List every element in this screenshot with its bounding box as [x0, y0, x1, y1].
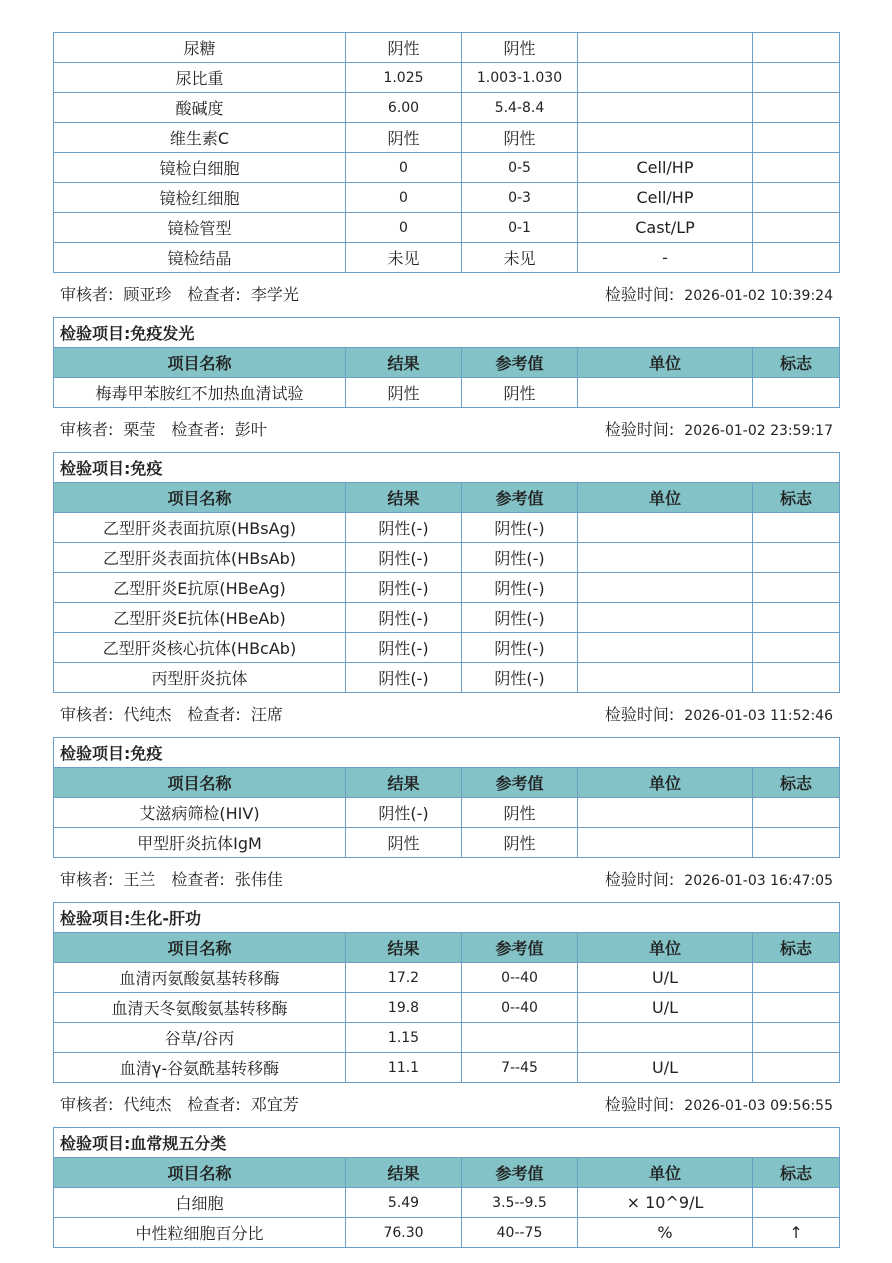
table-header-row	[54, 933, 840, 963]
lab-report	[53, 32, 839, 1248]
unit-cell: %	[578, 1218, 753, 1248]
reference-cell: 阴性	[462, 798, 578, 828]
table-row	[54, 63, 840, 93]
lab-section-table	[53, 902, 840, 1083]
column-header: 标志	[753, 348, 840, 378]
item-name-cell: 维生素C	[54, 123, 346, 153]
inspector-label: 检查者:	[187, 1095, 241, 1114]
section-title: 检验项目:免疫	[54, 738, 840, 768]
table-row	[54, 1023, 840, 1053]
reference-cell: 0--40	[462, 963, 578, 993]
result-cell: 阴性(-)	[346, 573, 462, 603]
reference-cell: 40--75	[462, 1218, 578, 1248]
table-header-row	[54, 1158, 840, 1188]
table-row	[54, 1188, 840, 1218]
unit-cell	[578, 633, 753, 663]
flag-cell	[753, 63, 840, 93]
result-cell: 0	[346, 153, 462, 183]
flag-cell	[753, 993, 840, 1023]
unit-cell: × 10^9/L	[578, 1188, 753, 1218]
result-cell: 1.15	[346, 1023, 462, 1053]
lab-section-table	[53, 317, 840, 408]
table-row	[54, 963, 840, 993]
item-name-cell: 乙型肝炎核心抗体(HBcAb)	[54, 633, 346, 663]
column-header: 参考值	[462, 933, 578, 963]
item-name-cell: 丙型肝炎抗体	[54, 663, 346, 693]
table-row	[54, 993, 840, 1023]
reference-cell: 0-5	[462, 153, 578, 183]
flag-cell	[753, 633, 840, 663]
column-header: 结果	[346, 768, 462, 798]
column-header: 标志	[753, 1158, 840, 1188]
section-title: 检验项目:血常规五分类	[54, 1128, 840, 1158]
column-header: 项目名称	[54, 1158, 346, 1188]
unit-cell	[578, 543, 753, 573]
reference-cell: 阴性(-)	[462, 513, 578, 543]
column-header: 单位	[578, 483, 753, 513]
table-row	[54, 798, 840, 828]
item-name-cell: 尿比重	[54, 63, 346, 93]
result-cell: 阴性	[346, 123, 462, 153]
table-row	[54, 603, 840, 633]
column-header: 单位	[578, 768, 753, 798]
reference-cell: 3.5--9.5	[462, 1188, 578, 1218]
table-row	[54, 213, 840, 243]
item-name-cell: 酸碱度	[54, 93, 346, 123]
column-header: 结果	[346, 483, 462, 513]
table-row	[54, 663, 840, 693]
column-header: 参考值	[462, 768, 578, 798]
reviewer-name: 代纯杰	[123, 1095, 172, 1114]
reviewer-label: 审核者:	[60, 420, 114, 439]
table-header-row	[54, 348, 840, 378]
reference-cell: 阴性(-)	[462, 633, 578, 663]
result-cell: 6.00	[346, 93, 462, 123]
result-cell: 阴性	[346, 378, 462, 408]
item-name-cell: 中性粒细胞百分比	[54, 1218, 346, 1248]
item-name-cell: 乙型肝炎表面抗体(HBsAb)	[54, 543, 346, 573]
result-cell: 17.2	[346, 963, 462, 993]
result-cell: 阴性	[346, 828, 462, 858]
flag-cell	[753, 513, 840, 543]
item-name-cell: 镜检红细胞	[54, 183, 346, 213]
section-footer	[53, 693, 839, 731]
result-cell: 0	[346, 213, 462, 243]
item-name-cell: 谷草/谷丙	[54, 1023, 346, 1053]
result-cell: 阴性(-)	[346, 663, 462, 693]
test-time-label: 检验时间:	[604, 420, 675, 439]
column-header: 结果	[346, 348, 462, 378]
unit-cell	[578, 663, 753, 693]
unit-cell	[578, 378, 753, 408]
column-header: 项目名称	[54, 348, 346, 378]
item-name-cell: 乙型肝炎E抗原(HBeAg)	[54, 573, 346, 603]
reviewer-name: 王兰	[123, 870, 156, 889]
reference-cell: 5.4-8.4	[462, 93, 578, 123]
column-header: 单位	[578, 933, 753, 963]
lab-section-table	[53, 737, 840, 858]
reference-cell	[462, 1023, 578, 1053]
column-header: 标志	[753, 483, 840, 513]
test-time: 2026-01-02 23:59:17	[684, 423, 833, 439]
test-time: 2026-01-03 16:47:05	[684, 873, 833, 889]
flag-cell	[753, 243, 840, 273]
item-name-cell: 艾滋病筛检(HIV)	[54, 798, 346, 828]
unit-cell: Cast/LP	[578, 213, 753, 243]
unit-cell	[578, 798, 753, 828]
flag-cell	[753, 1023, 840, 1053]
item-name-cell: 乙型肝炎表面抗原(HBsAg)	[54, 513, 346, 543]
column-header: 项目名称	[54, 933, 346, 963]
unit-cell	[578, 93, 753, 123]
inspector-name: 李学光	[250, 285, 299, 304]
column-header: 参考值	[462, 1158, 578, 1188]
lab-section-table	[53, 1127, 840, 1248]
reference-cell: 0--40	[462, 993, 578, 1023]
section-footer	[53, 408, 839, 446]
column-header: 标志	[753, 768, 840, 798]
test-time: 2026-01-03 09:56:55	[684, 1098, 833, 1114]
flag-cell	[753, 183, 840, 213]
inspector-name: 张伟佳	[234, 870, 283, 889]
unit-cell	[578, 603, 753, 633]
lab-section-table	[53, 452, 840, 693]
item-name-cell: 血清丙氨酸氨基转移酶	[54, 963, 346, 993]
column-header: 参考值	[462, 483, 578, 513]
column-header: 参考值	[462, 348, 578, 378]
table-row	[54, 633, 840, 663]
column-header: 标志	[753, 933, 840, 963]
inspector-label: 检查者:	[171, 420, 225, 439]
unit-cell	[578, 123, 753, 153]
result-cell: 阴性(-)	[346, 513, 462, 543]
result-cell: 0	[346, 183, 462, 213]
table-row	[54, 378, 840, 408]
reference-cell: 1.003-1.030	[462, 63, 578, 93]
unit-cell	[578, 33, 753, 63]
inspector-label: 检查者:	[187, 285, 241, 304]
flag-cell	[753, 93, 840, 123]
unit-cell: -	[578, 243, 753, 273]
reviewer-label: 审核者:	[60, 705, 114, 724]
test-time-label: 检验时间:	[604, 285, 675, 304]
table-row	[54, 153, 840, 183]
reference-cell: 阴性(-)	[462, 573, 578, 603]
reference-cell: 阴性(-)	[462, 543, 578, 573]
flag-cell	[753, 828, 840, 858]
test-time-label: 检验时间:	[604, 870, 675, 889]
flag-cell	[753, 543, 840, 573]
column-header: 单位	[578, 348, 753, 378]
result-cell: 阴性	[346, 33, 462, 63]
inspector-name: 汪席	[250, 705, 283, 724]
reference-cell: 0-1	[462, 213, 578, 243]
reference-cell: 阴性	[462, 378, 578, 408]
reviewer-label: 审核者:	[60, 285, 114, 304]
result-cell: 76.30	[346, 1218, 462, 1248]
flag-cell	[753, 1188, 840, 1218]
reviewer-label: 审核者:	[60, 870, 114, 889]
table-row	[54, 1053, 840, 1083]
item-name-cell: 白细胞	[54, 1188, 346, 1218]
unit-cell: Cell/HP	[578, 153, 753, 183]
item-name-cell: 尿糖	[54, 33, 346, 63]
section-title: 检验项目:免疫发光	[54, 318, 840, 348]
test-time-label: 检验时间:	[604, 1095, 675, 1114]
result-cell: 阴性(-)	[346, 633, 462, 663]
reference-cell: 阴性(-)	[462, 603, 578, 633]
inspector-name: 邓宜芳	[250, 1095, 299, 1114]
item-name-cell: 乙型肝炎E抗体(HBeAb)	[54, 603, 346, 633]
column-header: 结果	[346, 1158, 462, 1188]
column-header: 结果	[346, 933, 462, 963]
unit-cell: Cell/HP	[578, 183, 753, 213]
column-header: 单位	[578, 1158, 753, 1188]
flag-cell	[753, 378, 840, 408]
result-cell: 11.1	[346, 1053, 462, 1083]
flag-cell	[753, 213, 840, 243]
unit-cell	[578, 63, 753, 93]
reviewer-label: 审核者:	[60, 1095, 114, 1114]
section-footer	[53, 1083, 839, 1121]
table-row	[54, 93, 840, 123]
result-cell: 阴性(-)	[346, 603, 462, 633]
inspector-name: 彭叶	[234, 420, 267, 439]
unit-cell	[578, 828, 753, 858]
item-name-cell: 血清γ-谷氨酰基转移酶	[54, 1053, 346, 1083]
flag-cell	[753, 603, 840, 633]
flag-cell	[753, 798, 840, 828]
unit-cell	[578, 573, 753, 603]
flag-cell: ↑	[753, 1218, 840, 1248]
inspector-label: 检查者:	[187, 705, 241, 724]
table-row	[54, 183, 840, 213]
flag-cell	[753, 963, 840, 993]
table-row	[54, 543, 840, 573]
flag-cell	[753, 1053, 840, 1083]
table-row	[54, 243, 840, 273]
flag-cell	[753, 663, 840, 693]
section-footer	[53, 858, 839, 896]
reviewer-name: 顾亚珍	[123, 285, 172, 304]
reference-cell: 阴性	[462, 828, 578, 858]
reference-cell: 7--45	[462, 1053, 578, 1083]
result-cell: 阴性(-)	[346, 543, 462, 573]
unit-cell	[578, 513, 753, 543]
reference-cell: 0-3	[462, 183, 578, 213]
test-time: 2026-01-03 11:52:46	[684, 708, 833, 724]
reference-cell: 未见	[462, 243, 578, 273]
reference-cell: 阴性(-)	[462, 663, 578, 693]
table-row	[54, 123, 840, 153]
test-time: 2026-01-02 10:39:24	[684, 288, 833, 304]
section-footer	[53, 273, 839, 311]
flag-cell	[753, 33, 840, 63]
result-cell: 19.8	[346, 993, 462, 1023]
table-header-row	[54, 483, 840, 513]
flag-cell	[753, 123, 840, 153]
reference-cell: 阴性	[462, 33, 578, 63]
item-name-cell: 血清天冬氨酸氨基转移酶	[54, 993, 346, 1023]
reviewer-name: 栗莹	[123, 420, 156, 439]
lab-section-table	[53, 32, 840, 273]
table-row	[54, 33, 840, 63]
table-row	[54, 828, 840, 858]
column-header: 项目名称	[54, 483, 346, 513]
table-row	[54, 513, 840, 543]
table-row	[54, 1218, 840, 1248]
item-name-cell: 梅毒甲苯胺红不加热血清试验	[54, 378, 346, 408]
section-title: 检验项目:免疫	[54, 453, 840, 483]
reviewer-name: 代纯杰	[123, 705, 172, 724]
unit-cell: U/L	[578, 993, 753, 1023]
flag-cell	[753, 573, 840, 603]
reference-cell: 阴性	[462, 123, 578, 153]
section-title: 检验项目:生化-肝功	[54, 903, 840, 933]
test-time-label: 检验时间:	[604, 705, 675, 724]
item-name-cell: 甲型肝炎抗体IgM	[54, 828, 346, 858]
unit-cell: U/L	[578, 963, 753, 993]
inspector-label: 检查者:	[171, 870, 225, 889]
result-cell: 5.49	[346, 1188, 462, 1218]
result-cell: 阴性(-)	[346, 798, 462, 828]
unit-cell: U/L	[578, 1053, 753, 1083]
item-name-cell: 镜检白细胞	[54, 153, 346, 183]
item-name-cell: 镜检管型	[54, 213, 346, 243]
unit-cell	[578, 1023, 753, 1053]
result-cell: 1.025	[346, 63, 462, 93]
result-cell: 未见	[346, 243, 462, 273]
flag-cell	[753, 153, 840, 183]
item-name-cell: 镜检结晶	[54, 243, 346, 273]
table-header-row	[54, 768, 840, 798]
column-header: 项目名称	[54, 768, 346, 798]
table-row	[54, 573, 840, 603]
